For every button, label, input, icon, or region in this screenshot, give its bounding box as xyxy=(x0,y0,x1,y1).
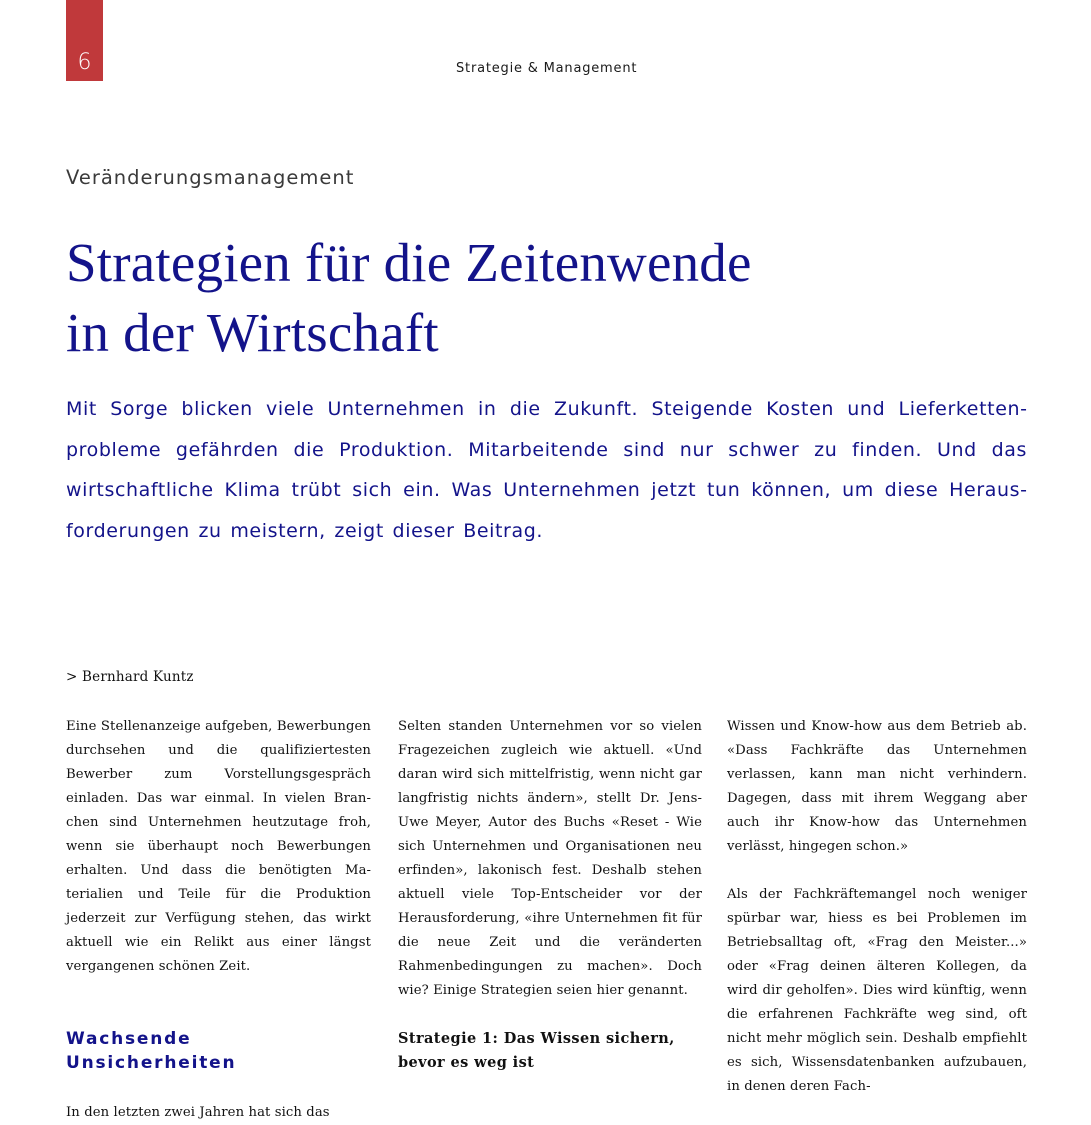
body-paragraph: In den letzten zwei Jahren hat sich das xyxy=(66,1105,330,1120)
article-title-line-2: in der Wirtschaft xyxy=(66,302,439,363)
page-number-tab xyxy=(66,0,103,81)
body-paragraph: Wissen und Know-how aus dem Betrieb ab. «Dass Fachkräfte das Unternehmen verlassen, kann man nicht verhindern. Dagegen, dass mit ihrem Weggang aber auch ihr Know-how das Unternehmen verlässt, hingegen schon.» xyxy=(727,719,1027,854)
subheading-wachsende-unsicherheiten: Wachsende Unsicherheiten xyxy=(66,1029,237,1073)
body-column-2 xyxy=(398,715,702,1075)
body-paragraph: Selten standen Unternehmen vor so vielen Fragezeichen zugleich wie aktuell. «Und daran wird sich mittelfristig, wenn nicht gar langfristig nichts ändern», stellt Dr. Jens-Uwe Meyer, Autor des Buchs «Reset - Wie sich Unternehmen und Organisationen neu erfinden», lakonisch fest. Deshalb stehen aktuell viele Top-Entscheider vor der Herausforderung, «ihre Unternehmen fit für die neue Zeit und die veränderten Rahmenbedingungen zu machen». Doch wie? Einige Strategien seien hier genannt. xyxy=(398,719,702,998)
body-paragraph: Eine Stellenanzeige aufgeben, Bewerbungen durchsehen und die qualifiziertesten Bewerber zum Vorstellungsgespräch einladen. Das war einmal. In vielen Branchen sind Unternehmen heutzutage froh, wenn sie überhaupt noch Bewerbungen erhalten. Und dass die benötigten Materialien und Teile für die Produktion jederzeit zur Verfügung stehen, das wirkt aktuell wie ein Relikt aus einer längst vergangenen schönen Zeit. xyxy=(66,719,371,974)
body-paragraph: Als der Fachkräftemangel noch weniger spürbar war, hiess es bei Problemen im Betriebsalltag oft, «Frag den Meister...» oder «Frag deinen älteren Kollegen, da wird dir geholfen». Dies wird künftig, wenn die erfahrenen Fachkräfte weg sind, oft nicht mehr möglich sein. Deshalb empfiehlt es sich, Wissensdatenbanken aufzubauen, in denen deren Fach- xyxy=(727,887,1027,1094)
article-kicker: Veränderungsmanagement xyxy=(66,166,355,189)
section-header: Strategie & Management xyxy=(456,61,638,76)
article-lead: Mit Sorge blicken viele Unternehmen in die Zukunft. Steigende Kosten und Lieferkettenprobleme gefährden die Produktion. Mitarbeitende sind nur schwer zu finden. Und das wirtschaftliche Klima trübt sich ein. Was Unternehmen jetzt tun können, um diese Herausforderungen zu meistern, zeigt dieser Beitrag. xyxy=(66,398,1027,542)
page-number: 6 xyxy=(77,50,92,75)
article-title xyxy=(66,228,752,368)
article-title-line-1: Strategien für die Zeitenwende xyxy=(66,232,752,293)
subheading-strategie-1: Strategie 1: Das Wissen sichern, bevor es weg ist xyxy=(398,1030,675,1071)
body-column-1 xyxy=(66,715,371,1125)
body-column-3 xyxy=(727,715,1027,1099)
article-author: > Bernhard Kuntz xyxy=(66,669,194,685)
